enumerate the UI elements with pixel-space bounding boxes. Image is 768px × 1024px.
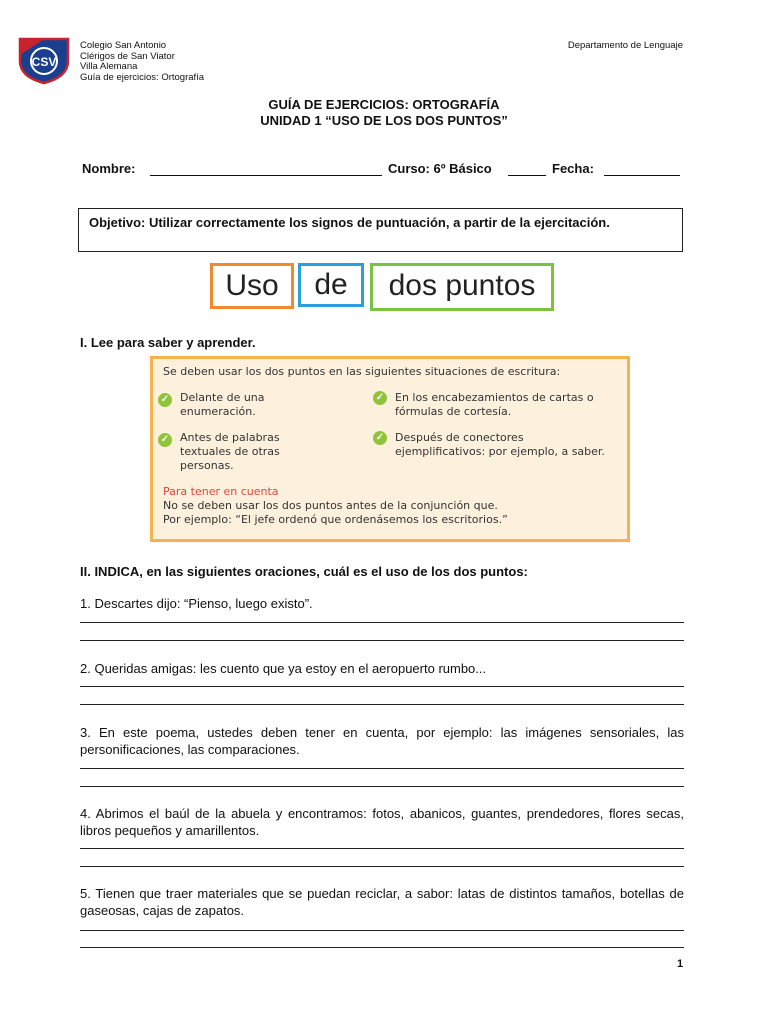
answer-line[interactable] xyxy=(80,947,684,948)
info-item-enumeration: Delante de una enumeración. xyxy=(180,391,265,418)
answer-line[interactable] xyxy=(80,622,684,623)
objective-text: Objetivo: Utilizar correctamente los signos de puntuación, a partir de la ejercitación. xyxy=(89,215,610,230)
banner-word-de: de xyxy=(298,263,364,307)
page-number: 1 xyxy=(677,958,684,970)
nombre-label: Nombre: xyxy=(82,161,136,176)
school-congregation: Clérigos de San Viator xyxy=(80,50,175,62)
question-2: 2. Queridas amigas: les cuento que ya estoy en el aeropuerto rumbo... xyxy=(80,661,487,676)
page-title: GUÍA DE EJERCICIOS: ORTOGRAFÍA xyxy=(268,97,500,112)
info-intro: Se deben usar los dos puntos en las siguientes situaciones de escritura: xyxy=(163,365,561,378)
answer-line[interactable] xyxy=(80,848,684,849)
answer-line[interactable] xyxy=(80,640,684,641)
question-3: 3. En este poema, ustedes deben tener en cuenta, por ejemplo: las imágenes sensoriales, las personificaciones, las comparaciones. xyxy=(80,725,684,757)
note-title: Para tener en cuenta xyxy=(163,485,279,498)
question-1: 1. Descartes dijo: “Pienso, luego existo”. xyxy=(80,596,313,611)
answer-line[interactable] xyxy=(80,704,684,705)
check-icon: ✓ xyxy=(158,393,172,407)
info-item-connectors: Después de conectores ejemplificativos: por ejemplo, a saber. xyxy=(395,431,605,458)
logo-text: CSV xyxy=(31,55,57,69)
answer-line[interactable] xyxy=(80,866,684,867)
question-5: 5. Tienen que traer materiales que se puedan reciclar, a sabor: latas de distintos tamaños, botellas de gaseosas, cajas de zapatos. xyxy=(80,886,684,918)
student-form xyxy=(82,161,684,181)
objective-box xyxy=(78,208,683,252)
fecha-label: Fecha: xyxy=(552,161,594,176)
check-icon: ✓ xyxy=(373,391,387,405)
curso-field[interactable] xyxy=(508,175,546,176)
curso-label: Curso: 6º Básico xyxy=(388,161,492,176)
section-1-title: I. Lee para saber y aprender. xyxy=(80,335,256,350)
question-4: 4. Abrimos el baúl de la abuela y encontramos: fotos, abanicos, guantes, prendedores, flores secas, libros pequeños y amarillentos. xyxy=(80,806,684,838)
check-icon: ✓ xyxy=(158,433,172,447)
banner-word-dos-puntos: dos puntos xyxy=(370,263,554,311)
department: Departamento de Lenguaje xyxy=(567,40,683,51)
note-line-1: No se deben usar los dos puntos antes de la conjunción que. xyxy=(163,499,498,512)
school-city: Villa Alemana xyxy=(80,61,138,72)
page-subtitle: UNIDAD 1 “USO DE LOS DOS PUNTOS” xyxy=(260,113,508,128)
info-box xyxy=(150,356,630,542)
answer-line[interactable] xyxy=(80,930,684,931)
section-2-title: II. INDICA, en las siguientes oraciones, cuál es el uso de los dos puntos: xyxy=(80,564,528,579)
school-info xyxy=(80,41,204,83)
fecha-field[interactable] xyxy=(604,175,680,176)
answer-line[interactable] xyxy=(80,768,684,769)
answer-line[interactable] xyxy=(80,686,684,687)
banner-word-uso: Uso xyxy=(210,263,294,309)
check-icon: ✓ xyxy=(373,431,387,445)
nombre-field[interactable] xyxy=(150,175,382,176)
school-name: Colegio San Antonio xyxy=(80,40,167,51)
guide-name: Guía de ejercicios: Ortografía xyxy=(80,71,205,83)
topic-banner xyxy=(210,261,555,313)
school-logo xyxy=(16,35,72,85)
info-item-letters: En los encabezamientos de cartas o fórmulas de cortesía. xyxy=(395,391,594,418)
answer-line[interactable] xyxy=(80,786,684,787)
note-line-2: Por ejemplo: “El jefe ordenó que ordenásemos los escritorios.” xyxy=(163,513,508,526)
info-item-textual: Antes de palabras textuales de otras personas. xyxy=(180,431,280,472)
